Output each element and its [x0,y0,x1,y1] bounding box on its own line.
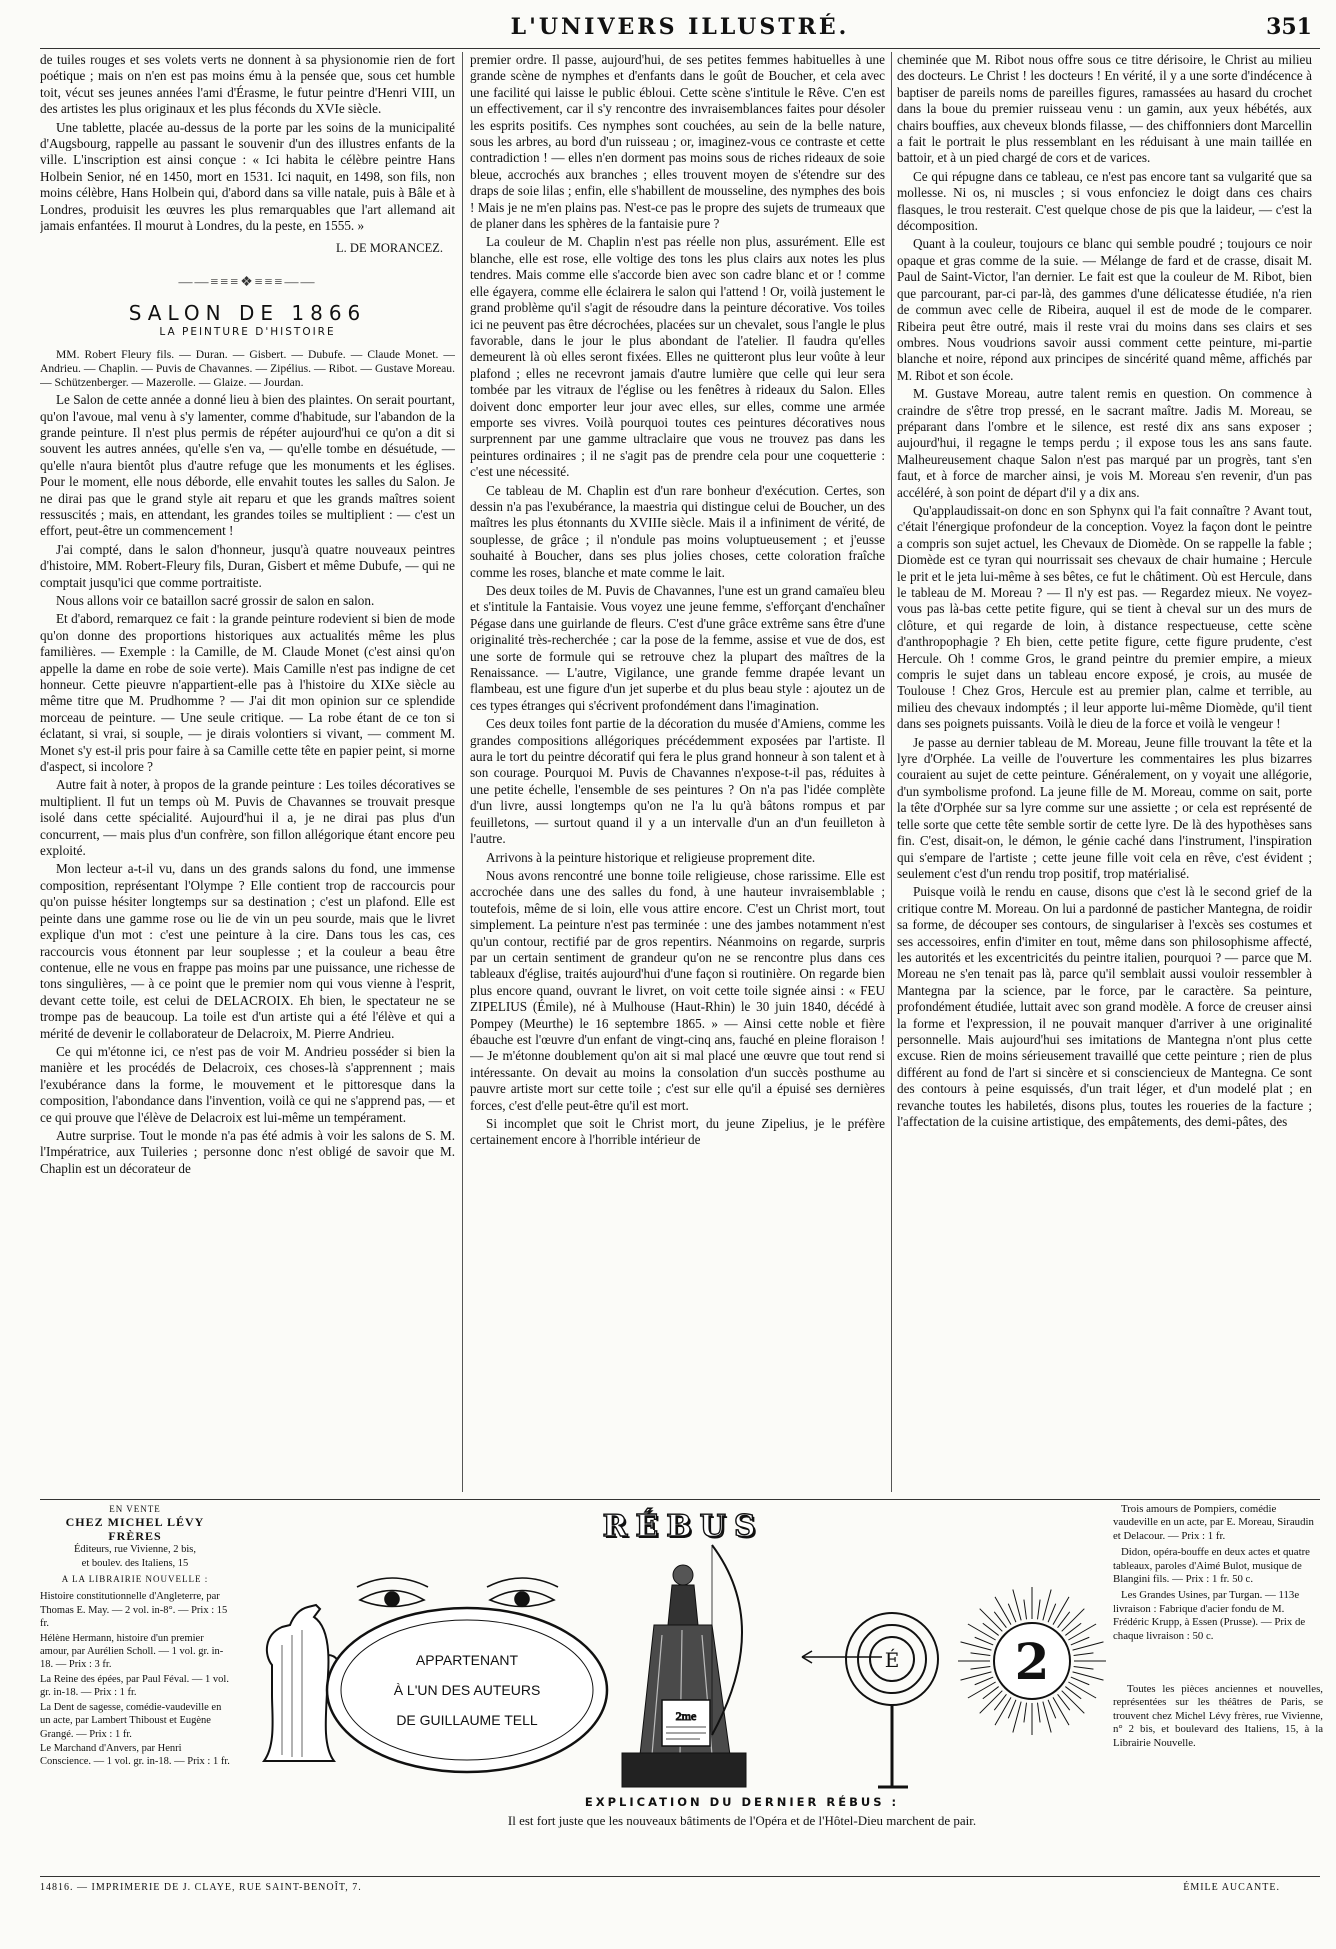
sunburst-ray [1043,1590,1051,1621]
sunburst-ray [1068,1624,1096,1640]
sunburst-ray [1048,1700,1056,1718]
column-3 [897,52,1312,1497]
ad-publisher: CHEZ MICHEL LÉVY FRÈRES [65,1515,205,1543]
paragraph: Ce qui m'étonne ici, ce n'est pas de voir M. Andrieu posséder si bien la manière et les procédés de Delacroix, ces choses-là s'apprennent ; mais l'exubérance dans la forme, le mouvement et le pittoresque dans la composition, l'abondance dans l'invention, voilà ce qui ne s'apprend pas, — et ce qui prouve que l'élève de Delacroix est lui-même un tempérament. [40,1043,455,1125]
sunburst-ray [1008,1604,1016,1622]
sunburst-ray [1068,1682,1096,1698]
publisher-note: Toutes les pièces anciennes et nouvelles, représentées sur les théâtres de Paris, se trouvent chez Michel Lévy frères, rue Vivienne, n° 2 bis, et boulevard des Italiens, 15, à la Librairie Nouvelle. [1113,1683,1323,1749]
sunburst-ray [1062,1609,1085,1632]
sunburst-ray [1073,1642,1104,1650]
article-signature: L. DE MORANCEZ. [336,241,443,256]
paragraph: Ce qui répugne dans ce tableau, ce n'est pas encore tant sa vulgarité que sa mollesse. Ni os, ni muscles ; si vous enfonciez le doigt dans ces chairs flasques, le trou resterait. C'est quelque chose de pis que la laideur, — c'est la décomposition. [897,168,1312,234]
sunburst-ray [975,1677,993,1685]
plate-line-1: APPARTENANT [415,1652,519,1668]
column-divider-1 [462,52,463,1492]
masthead [40,8,1320,48]
paragraph: Ces deux toiles font partie de la décoration du musée d'Amiens, comme les grandes compositions allégoriques précédemment exposées par l'artiste. Il aura le tort du peintre décoratif qui fera le plus grand honneur à son talent et à son courage. Pourquoi M. Puvis de Chavannes n'expose-t-il pas, réduites à une petite échelle, l'ensemble de ses peintures ? On n'a pas l'idée complète d'un livre, aussi longtemps qu'on ne l'a lu qu'à bâtons rompus et par feuilletons, — surtout quand il y a un intervalle d'un an d'un feuilleton à l'autre. [470,716,885,847]
column-1 [40,52,455,1497]
paragraph: Ce tableau de M. Chaplin est d'un rare bonheur d'exécution. Certes, son dessin n'a pas l'exubérance, la maestria qui distingue celui de Boucher, un des maîtres les plus étonnants du XVIIIe siècle. Mais il a infiniment de vérité, de souplesse, de grâce ; il n'ondule pas moins voluptueusement ; et j'eusse souhaité à Boucher, dans ses plus jolies choses, cette coloration fraîche comme les roses, blanche et mate comme le lait. [470,482,885,580]
eyes-icon [357,1578,558,1607]
sunburst-ray [1024,1703,1027,1723]
ad-item: Hélène Hermann, histoire d'un premier amour, par Aurélien Scholl. — 1 vol. gr. in-18. — Prix : 3 fr. [40,1632,224,1671]
masthead-rule [40,48,1320,49]
paragraph: premier ordre. Il passe, aujourd'hui, de ses petites femmes habituelles à une grande scène de nymphes et d'enfants dans le goût de Boucher, et cela avec une facilité qui laisse le public ébloui. Cette scène s'intitule le Rêve. C'en est un effectivement, car il s'y rencontre des invraisemblances faites pour désoler les esprits positifs. Ces nymphes sont couchées, au sein de la belle nature, sous les arbres, au bord d'un ruisseau ; or, imaginez-vous ce contraste et cette contradiction ! — elles n'en dorment pas moins sous de riches rideaux de soie bleue, accrochés aux branches ; elles trouvent moyen de s'étendre sur des draps de soie lilas ; enfin, elle s'habillent de mousseline, des nymphes des bois ! Mais je ne m'en plains pas. N'est-ce pas le propre des sujets de trumeaux que de planer dans les sphères de la fantaisie pure ? [470,52,885,232]
paragraph: La couleur de M. Chaplin n'est pas réelle non plus, assurément. Elle est blanche, elle est rose, elle voltige des tons les plus clairs aux notes les plus tendres. Mais comme elle s'accorde bien avec son cadre blanc et or ! comme elle égayera, comme elle éclairera le salon qui l'attend ! Or, voilà justement le grand problème qu'il s'agit de résoudre dans la peinture décorative. Vos toiles ici ne peuvent pas être décrochées, placées sur un chevalet, sous l'angle le plus favorable, dans le jour le plus abondant de l'atelier. Il faudra qu'elles demeurent là où elles seront fixées. Elles ne quitteront plus leur voûte à leur plafond ; elles ne recevront jamais d'autre lumière que celle qui leur sera tombée par les vitraux de l'église ou les fenêtres à rideaux du Salon. Elles doivent donc emporter leur jour avec elles, sur elles, comme une armée emporte ses vivres. Voilà pourquoi toutes ces peintures décoratives nous surprennent par une gamme ultraclaire que vous ne trouvez pas dans les peintures ordinaires ; il ne s'agit pas de prendre cela pour une coquetterie : c'est une nécessité. [470,234,885,480]
sunburst-ray [971,1666,991,1669]
sunburst-ray [995,1597,1011,1625]
sunburst [958,1587,1106,1735]
paragraph: Je passe au dernier tableau de M. Moreau, Jeune fille trouvant la tête et la lyre d'Orphée. La veille de l'ouverture les commentaires les plus bizarres couraient au sujet de cette peinture. Généralement, on y voyait une allégorie, d'un symbolisme profond. La jeune fille de M. Moreau, comme on sait, porte la tête d'Orphée sur sa lyre comme sur une assiette ; or cela est représenté de telle sorte que cette tête semble sortir de cette lyre. De là des hypothèses sans fin. C'est, disait-on, le démon, le génie caché dans l'instrument, l'inspiration qui s'empare de l'artiste ; cette jeune fille voit cela en rêve, c'est évident ; seulement c'est d'un rendu trop positif, trop matérialisé. [897,734,1312,881]
sunburst-ray [1013,1702,1021,1733]
sunburst-ray [961,1672,992,1680]
paragraph: Le Salon de cette année a donné lieu à bien des plaintes. On serait pourtant, qu'on l'avoue, mal venu à s'y lamenter, comme d'habitude, sur l'abandon de la grande peinture. Il n'est plus permis de répéter aujourd'hui ce qu'on a dit si souvent les autres années, qu'elle s'en va, — qu'elle tombe en désuétude, — qu'elle n'aura bientôt plus d'autre refuge que les monuments et les églises. Pour le moment, elle nous déborde, elle envahit toutes les salles du Salon. Je ne dirai pas que le grand style ait reparu et que les grands maîtres soient ressuscités ; mais, en attendant, les grandes toiles se multiplient : — c'est un effort, peut-être un commencement ! [40,392,455,539]
ornament-divider: ——≡≡≡❖≡≡≡—— [178,274,317,290]
paragraph: Puisque voilà le rendu en cause, disons que c'est là le second grief de la critique contre M. Moreau. On lui a pardonné de pasticher Mantegna, de roidir sa forme, de découper ses contours, de singulariser à l'excès ses costumes et ses accessoires, enfin d'imiter en tout, même dans son philosophisme affecté, les autorités et les excentricités du peintre italien, pourquoi ? — parce que M. Moreau ne s'en tenait pas là, parce qu'il semblait aussi vouloir ressembler à Mantegna par la science, par le force, par le caractère. Sa peinture, profondément étudiée, luttait avec son grand modèle. A force de creuser ainsi la forme et l'expression, il ne pouvait manquer d'arriver à une originalité personnelle. Mais aujourd'hui ses imitations de Mantegna n'ont plus cette excuse. Rien de moins sérieusement travaillé que cette peinture ; rien de plus différent au fond de l'art si sincère et si consciencieux de Mantegna. Ce sont des contours à peine esquissés, d'un trait léger, et d'un modelé plat ; en revanche toutes les habiletés, disons plus, toutes les roueries de la facture ; l'affectation de la cuisine artistique, des empâtements, des demi-pâtes, des [897,884,1312,1129]
paragraph: Une tablette, placée au-dessus de la porte par les soins de la municipalité d'Augsbourg, rappelle au passant le souvenir d'un des illustres enfants de la ville. L'inscription est ainsi conçue : « Ici habita le célèbre peintre Hans Holbein Senior, né en 1450, mort en 1531. Ici naquit, en 1498, son fils, non moins célèbre, Hans Holbein qui, d'abord dans sa ville natale, puis à Bâle et à Londres, produisit les œuvres les plus remarquables que l'art allemand ait jamais enfantées. Il mourut à Londres, du la peste, en 1555. » [40,119,455,234]
rebus-caption-text: Il est fort juste que les nouveaux bâtiments de l'Opéra et de l'Hôtel-Dieu marchent de pair. [507,1813,977,1828]
ad-line: Éditeurs, rue Vivienne, 2 bis, [74,1544,196,1556]
paragraph: Autre surprise. Tout le monde n'a pas été admis à voir les salons de S. M. l'Impératrice, aux Tuileries ; personne donc n'est obligé de savoir que M. Chaplin est un décorateur de [40,1127,455,1176]
paragraph: Quant à la couleur, toujours ce blanc qui semble poudré ; toujours ce noir opaque et gras comme de la suie. — Mélange de fard et de crasse, disait M. Paul de Saint-Victor, l'an dernier. Le fait est que la couleur de M. Ribot, bien que parcourant, par-ci par-là, des gammes d'une délicatesse étudiée, n'a rien de commun avec celle de Ribeira, auquel il est de mode de le comparer. Ribeira peut être outré, mais il reste vrai du moins dans ses clairs et ses ombres. Nous voudrions savoir aussi comment cette peinture, mi-partie blanche et noire, répond aux principes de sincérité quand même, affichés par M. Ribot et son école. [897,236,1312,383]
ad-item: Le Marchand d'Anvers, par Henri Conscience. — 1 vol. gr. in-18. — Prix : 1 fr. [40,1742,230,1768]
paragraph: Si incomplet que soit le Christ mort, du jeune Zipelius, je le préfère certainement encore à l'horrible intérieur de [470,1116,885,1148]
sunburst-ray [968,1624,996,1640]
sunburst-ray [1013,1590,1021,1621]
publisher-advert [40,1503,230,1873]
editor-signature: ÉMILE AUCANTE. [1183,1882,1280,1893]
target-letter: É [884,1648,900,1672]
sunburst-ray [1053,1697,1069,1725]
sunburst-ray [1073,1672,1104,1680]
journal-title: L'UNIVERS ILLUSTRÉ. [510,14,850,40]
list-item: Didon, opéra-bouffe en deux actes et quatre tableaux, paroles d'Aimé Bulot, musique de Blangini fils. — Prix : 1 fr. 50 c. [1113,1546,1310,1586]
rebus-engraving [242,1505,1106,1795]
artist-names: MM. Robert Fleury fils. — Duran. — Gisbert. — Dubufe. — Claude Monet. — Andrieu. — Chaplin. — Puvis de Chavannes. — Zipélius. — Ribot. — Gustave Moreau. — Schützenberger. — Mazerolle. — Glaize. — Jourdan. [40,348,455,390]
sunburst-ray [1037,1600,1040,1620]
footer [40,1880,1320,1900]
paragraph: Arrivons à la peinture historique et religieuse proprement dite. [486,849,816,865]
ad-item: Histoire constitutionnelle d'Angleterre, par Thomas E. May. — 2 vol. in-8°. — Prix : 15 fr. [40,1591,228,1630]
publications-list [1113,1503,1323,1873]
ad-line: A LA LIBRAIRIE NOUVELLE : [61,1574,209,1585]
list-item: Trois amours de Pompiers, comédie vaudeville en un acte, par E. Moreau, Siraudin et Delacour. — Prix : 1 fr. [1113,1503,1314,1542]
sunburst-ray [980,1609,1003,1632]
ad-item: La Dent de sagesse, comédie-vaudeville en un acte, par Lambert Thiboust et Eugène Grangé. — Prix : 1 fr. [40,1701,222,1740]
ad-line: et boulev. des Italiens, 15 [81,1557,189,1569]
rebus-title: RÉBUS [602,1509,764,1544]
sunburst-ray [971,1653,991,1656]
footer-rule [40,1876,1320,1877]
plate-line-3: DE GUILLAUME TELL [396,1712,538,1728]
paragraph: Autre fait à noter, à propos de la grande peinture : Les toiles décoratives se multiplient. Il fut un temps où M. Puvis de Chavannes se trouvait presque isolé dans cette spécialité. Aujourd'hui il a, je ne dirai pas plus d'un concurrent, — mais plus d'un confrère, son fillon allégorique étant encore peu exploité. [40,777,455,859]
paragraph: Nous avons rencontré une bonne toile religieuse, chose rarissime. Elle est accrochée dans une des salles du fond, à une hauteur invraisemblable ; toutefois, même de si loin, elle vous attire encore. C'est un Christ mort, tout simplement. La peinture n'est pas terminée : une des jambes notamment n'est qu'un contour, rectifié par de gros repentirs. Néanmoins on regarde, surpris par un certain sentiment de grandeur qu'on ne se rencontre plus dans ces tableaux d'église, traités aujourd'hui d'une façon si routinière. On regarde bien plus encore quand, ouvrant le livret, on voit cette toile signée ainsi : « FEU ZIPELIUS (Émile), né à Mulhouse (Haut-Rhin) le 30 juin 1840, décédé à Pompey (Meurthe) le 16 septembre 1865. » — Ainsi cette noble et fière ébauche est l'œuvre d'un enfant de vingt-cinq ans, fauché en pleine floraison ! — Je m'étonne doublement qu'on ait si mal placé une œuvre que tout rend si intéressante. On devait au moins la consolation d'un succès posthume au pauvre artiste mort sur cette toile ; c'est sur elle qu'il a épuisé ses dernières forces, c'est d'elle peut-être qu'il est mort. [470,867,885,1113]
column-divider-2 [891,52,892,1492]
ad-item: La Reine des épées, par Paul Féval. — 1 vol. gr. in-18. — Prix : 1 fr. [40,1673,229,1699]
paragraph: Mon lecteur a-t-il vu, dans un des grands salons du fond, une immense composition, représentant l'Olympe ? Elle contient trop de raccourcis pour qu'on puisse hésiter longtemps sur sa destination ; c'est un plafond. Elle est peinte dans une gamme rose ou lie de vin un peu sourde, mais que le livret explique d'un mot : c'est une peinture à la cire. Dans tous les cas, ces raccourcis vous étonnent par leur souplesse ; et la couleur a beau être contenue, elle ne vous en frappe pas moins par une puissance, une richesse de tons singulières, — à ce point que le premier nom qui vous vienne à l'esprit, devant cette toile, est celui de DELACROIX. Eh bien, le spectateur ne se trompe pas de beaucoup. La toile est d'un artiste qui a été l'élève et qui a mérité de devenir le collaborateur de Delacroix, M. Pierre Andrieu. [40,861,455,1041]
sunburst-ray [1037,1703,1040,1723]
sunburst-ray [1074,1666,1094,1669]
page-number: 351 [1266,14,1312,40]
rebus-caption [392,1795,1092,1829]
paragraph: M. Gustave Moreau, autre talent remis en question. On commence à craindre de s'être trop pressé, en le sacrant maître. Jadis M. Moreau, se préparant dans l'ombre et le silence, est resté dix ans sans exposer ; aujourd'hui, il regagne le temps perdu ; il expose tous les ans sans faute. Malheureusement chaque Salon n'est pas marqué par un progrès, tant s'en faut, et à force de marcher ainsi, je vois M. Moreau s'en revenir, d'un pas accéléré, à son point de départ d'il y a dix ans. [897,386,1312,500]
rebus-number: 2 [1014,1632,1050,1691]
column-2 [470,52,885,1497]
section-title: SALON DE 1866 [128,301,367,326]
printer-imprint: 14816. — IMPRIMERIE DE J. CLAYE, RUE SAINT-BENOÎT, 7. [40,1882,362,1893]
sunburst-ray [1071,1677,1089,1685]
paragraph: Des deux toiles de M. Puvis de Chavannes, l'une est un grand camaïeu bleu et s'intitule la Fantaisie. Vous voyez une jeune femme, s'efforçant d'enchaîner Pégase dans une guirlande de fleurs. C'est d'une grâce extrême sans être d'une originalité très-recherchée ; car la pose de la femme, assise et vue de dos, est une sorte de formule qui se retrouve chez la plupart des maîtres de la Renaissance. — L'autre, Vigilance, une grande femme drapée levant un flambeau, est une figure d'un jet superbe et du plus beau style : ajoutez un de ces types étranges qui s'écrivent profondément dans l'imagination. [470,583,885,713]
rebus-illustration [242,1505,1106,1841]
sunburst-ray [1008,1700,1016,1718]
paragraph: J'ai compté, dans le salon d'honneur, jusqu'à quatre nouveaux peintres d'histoire, MM. Robert-Fleury fils, Duran, Gisbert et même Dubufe, — qui ne comptait jusqu'ici que comme portraitiste. [40,541,455,590]
sunburst-ray [1048,1604,1056,1622]
ad-line: EN VENTE [109,1504,161,1514]
target-icon [846,1613,938,1787]
sunburst-ray [1024,1600,1027,1620]
section-subtitle: LA PEINTURE D'HISTOIRE [159,325,336,338]
sunburst-ray [995,1697,1011,1725]
sign-label: 2me [675,1709,697,1723]
bottom-band-rule [40,1499,1320,1500]
sunburst-ray [968,1682,996,1698]
sunburst-ray [975,1637,993,1645]
sunburst-ray [961,1642,992,1650]
sunburst-ray [1071,1637,1089,1645]
sunburst-ray [1053,1597,1069,1625]
seated-figure [622,1545,746,1787]
paragraph: cheminée que M. Ribot nous offre sous ce titre dérisoire, le Christ au milieu des docteurs. Le Christ ! les docteurs ! En vérité, il y a une sorte d'indécence à baptiser de pareils noms de pareilles figures, ramassées au hasard du crochet dans la boue du premier ruisseau venu : un gamin, aux yeux hébétés, aux chairs bouffies, aux cheveux blonds filasse, — des chiffonniers dont Marcellin a fait le portrait le plus ressemblant en les réduisant à une main taillée en battoir, et à un pied chargé de cors et de varices. [897,52,1312,166]
sunburst-ray [1074,1653,1094,1656]
list-item: Les Grandes Usines, par Turgan. — 113e livraison : Fabrique d'acier fondu de M. Frédéric Krupp, à Essen (Prusse). — Prix de chaque livraison : 50 c. [1113,1589,1306,1642]
paragraph: Qu'applaudissait-on donc en son Sphynx qui l'a fait connaître ? Avant tout, c'était l'énergique profondeur de la conception. Voyez la façon dont le peintre a compris son sujet actuel, les Chevaux de Diomède. On se rappelle la fable ; Diomède est ce tyran qui nourrissait ses chevaux de chair humaine ; Hercule le prit et le jeta lui-même à ses bêtes, ce fut le châtiment. Où est Hercule, dans le tableau de M. Moreau ? — Il n'y est pas. — Regardez mieux. Ne voyez-vous pas là-bas cette petite figure, qui se tient à cheval sur un des murs de clôture, et qui regarde de loin, à distance respectueuse, cette scène d'anthropophagie ? Eh bien, cette petite figure, cette figure prudente, c'est Hercule. Oh ! comme Gros, le grand peintre du premier empire, a mieux compris le sujet dans un tableau encore exposé, je crois, au musée de Toulouse ! Chez Gros, Hercule est au premier plan, calme et terrible, au milieu des chevaux indomptés ; il leur apporte lui-même Diomède, qu'il tient dans ses poignets puissants. Voilà le dieu de la force et voilà le vengeur ! [897,502,1312,732]
paragraph: Et d'abord, remarquez ce fait : la grande peinture rodevient si bien de mode qu'on donne des proportions historiques aux actualités même les plus familières. — Exemple : la Camille, de M. Claude Monet (c'est ainsi qu'on appelle la dame en robe de soie verte). Mais Camille n'est pas indigne de cet honneur. Cette pieuvre n'appartient-elle pas à l'histoire du XIXe siècle au même titre que M. Prudhomme ? — J'ai dit mon opinion sur ce splendide morceau de peinture. — Une seule critique. — La robe étant de ce ton si éclatant, si vrai, si souple, — je dirais volontiers si vivant, — comment M. Monet s'y est-il pris pour faire à sa Camille cette tête en papier peint, si morne d'aspect, si incolore ? [40,611,455,775]
paragraph: Nous allons voir ce bataillon sacré grossir de salon en salon. [56,592,375,608]
plate [327,1608,607,1772]
paragraph: de tuiles rouges et ses volets verts ne donnent à sa physionomie rien de fort poétique ; mais on n'en est pas moins ému à la pensée que, sous cet humble toit, vécut ses jeunes années l'ami d'Érasme, le futur peintre d'Henri VIII, un des artistes les plus originaux et les plus féconds du XVIe siècle. [40,52,455,117]
rebus-caption-heading: EXPLICATION DU DERNIER RÉBUS : [584,1795,900,1809]
plate-line-2: À L'UN DES AUTEURS [393,1682,541,1698]
sunburst-ray [1062,1691,1085,1714]
sunburst-ray [980,1691,1003,1714]
sunburst-ray [1043,1702,1051,1733]
